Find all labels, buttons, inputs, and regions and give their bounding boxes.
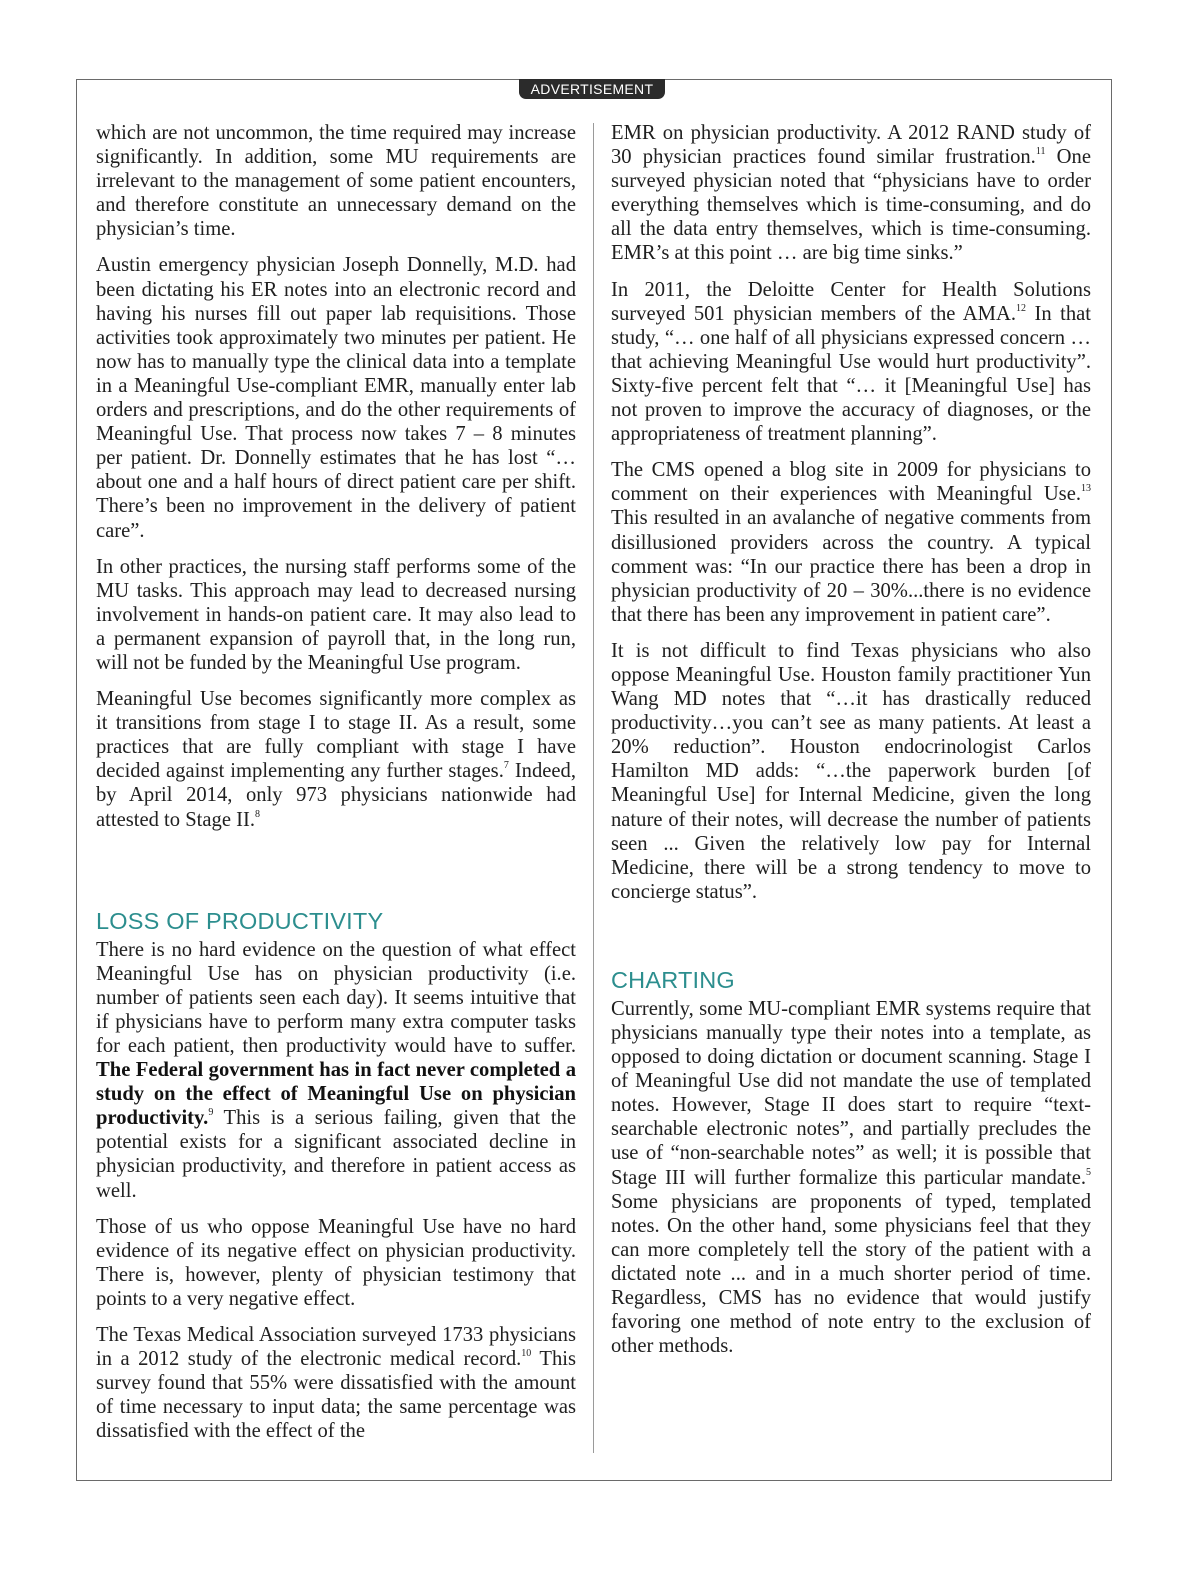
left-column	[96, 121, 576, 1456]
paragraph-text: Some physicians are proponents of typed, templated notes. On the other hand, some physicians feel that they can more completely tell the story of the patient with a dictated note ... and in a much shorter period of time. Regardless, CMS has no evidence that would justify favoring one method of note entry to the exclusion of other methods.	[611, 1190, 1091, 1358]
paragraph	[611, 121, 1091, 266]
paragraph-text: This resulted in an avalanche of negative comments from disillusioned providers across the country. A typical comment was: “In our practice there has been a drop in physician productivity of 20 – 30%...there is no evidence that there has been any improvement in patient care”.	[611, 507, 1091, 626]
paragraph: Austin emergency physician Joseph Donnelly, M.D. had been dictating his ER notes into an electronic record and having his nurses fill out paper lab requisitions. Those activities took approximately two minutes per patient. He now has to manually type the clinical data into a template in a Meaningful Use-compliant EMR, manually enter lab orders and prescriptions, and do the other requirements of Meaningful Use. That process now takes 7 – 8 minutes per patient. Dr. Donnelly estimates that he has lost “…about one and a half hours of direct patient care per shift. There’s been no improvement in the delivery of patient care”.	[96, 254, 576, 542]
paragraph-text: Meaningful Use becomes significantly more complex as it transitions from stage I to stage II. As a result, some practices that are fully compliant with stage I have decided against implementing any further stages.	[96, 688, 576, 783]
advertisement-banner: ADVERTISEMENT	[519, 79, 665, 99]
paragraph-text: This survey found that 55% were dissatisfied with the amount of time necessary to input data; the same percentage was dissatisfied with the effect of the	[96, 1348, 577, 1443]
footnote-ref: 5	[1086, 1166, 1091, 1178]
section-heading-charting: CHARTING	[611, 966, 735, 993]
paragraph: It is not difficult to find Texas physicians who also oppose Meaningful Use. Houston family practitioner Yun Wang MD notes that “…it has drastically reduced productivity…you can’t see as many patients. At least a 20% reduction”. Houston endocrinologist Carlos Hamilton MD adds: “…the paperwork burden [of Meaningful Use] for Internal Medicine, given the long nature of their notes, will decrease the number of patients seen ... Given the relatively low pay for Internal Medicine, there will be a strong tendency to move to concierge status”.	[611, 639, 1091, 903]
paragraph	[611, 458, 1091, 627]
paragraph-text: The CMS opened a blog site in 2009 for physicians to comment on their experiences with Meaningful Use.	[611, 459, 1091, 506]
footnote-ref: 7	[503, 760, 509, 772]
footnote-ref: 12	[1015, 302, 1026, 314]
footnote-ref: 11	[1035, 146, 1046, 158]
paragraph	[96, 1323, 576, 1443]
paragraph	[611, 997, 1091, 1358]
footnote-ref: 13	[1081, 483, 1091, 495]
paragraph-text: In that study, “… one half of all physicians expressed concern … that achieving Meaningful Use would hurt productivity”. Sixty-five percent felt that “… it [Meaningful Use] has not proven to improve the accuracy of diagnoses, or the appropriateness of treatment planning”.	[611, 302, 1091, 446]
right-column	[611, 121, 1091, 1370]
footnote-ref: 8	[254, 808, 260, 820]
paragraph-text: EMR on physician productivity. A 2012 RAND study of 30 physician practices found similar frustration.	[611, 122, 1091, 169]
paragraph-text: There is no hard evidence on the question of what effect Meaningful Use has on physician productivity (i.e. number of patients seen each day). It seems intuitive that if physicians have to perform many extra computer tasks for each patient, then productivity would have to suffer.	[96, 938, 576, 1057]
footnote-ref: 9	[208, 1107, 214, 1119]
paragraph: which are not uncommon, the time required may increase significantly. In addition, some MU requirements are irrelevant to the management of some patient encounters, and therefore constitute an unnecessary demand on the physician’s time.	[96, 122, 576, 241]
paragraph-text: In 2011, the Deloitte Center for Health Solutions surveyed 501 physician members of the AMA.	[611, 278, 1091, 325]
paragraph	[96, 687, 576, 832]
paragraph-text: Currently, some MU-compliant EMR systems require that physicians manually type their notes into a template, as opposed to doing dictation or document scanning. Stage I of Meaningful Use did not mandate the use of templated notes. However, Stage II does start to require “text-searchable electronic notes”, and partially precludes the use of “non-searchable notes” as well; it is possible that Stage III will further formalize this particular mandate.	[611, 997, 1091, 1189]
paragraph	[96, 938, 576, 1203]
bold-statement: The Federal government has in fact never completed a study on the effect of Meaningful Use on physician productivity.	[96, 1059, 576, 1130]
footnote-ref: 10	[521, 1348, 532, 1360]
paragraph-text: Indeed, by April 2014, only 973 physicians nationwide had attested to Stage II.	[96, 760, 576, 831]
paragraph: Those of us who oppose Meaningful Use have no hard evidence of its negative effect on physician productivity. There is, however, plenty of physician testimony that points to a very negative effect.	[96, 1215, 576, 1310]
paragraph	[611, 278, 1091, 447]
paragraph-text: One surveyed physician noted that “physicians have to order everything themselves which is time-consuming, and do all the data entry themselves, which is time-consuming. EMR’s at this point … are big time sinks.”	[611, 146, 1091, 265]
column-divider	[593, 123, 594, 1453]
paragraph: In other practices, the nursing staff performs some of the MU tasks. This approach may lead to decreased nursing involvement in hands-on patient care. It may also lead to a permanent expansion of payroll that, in the long run, will not be funded by the Meaningful Use program.	[96, 555, 576, 674]
paragraph-text: This is a serious failing, given that the potential exists for a significant associated decline in physician productivity, and therefore in patient access as well.	[96, 1107, 576, 1202]
paragraph-text: The Texas Medical Association surveyed 1733 physicians in a 2012 study of the electronic medical record.	[96, 1324, 576, 1371]
section-heading-productivity: LOSS OF PRODUCTIVITY	[96, 907, 384, 934]
